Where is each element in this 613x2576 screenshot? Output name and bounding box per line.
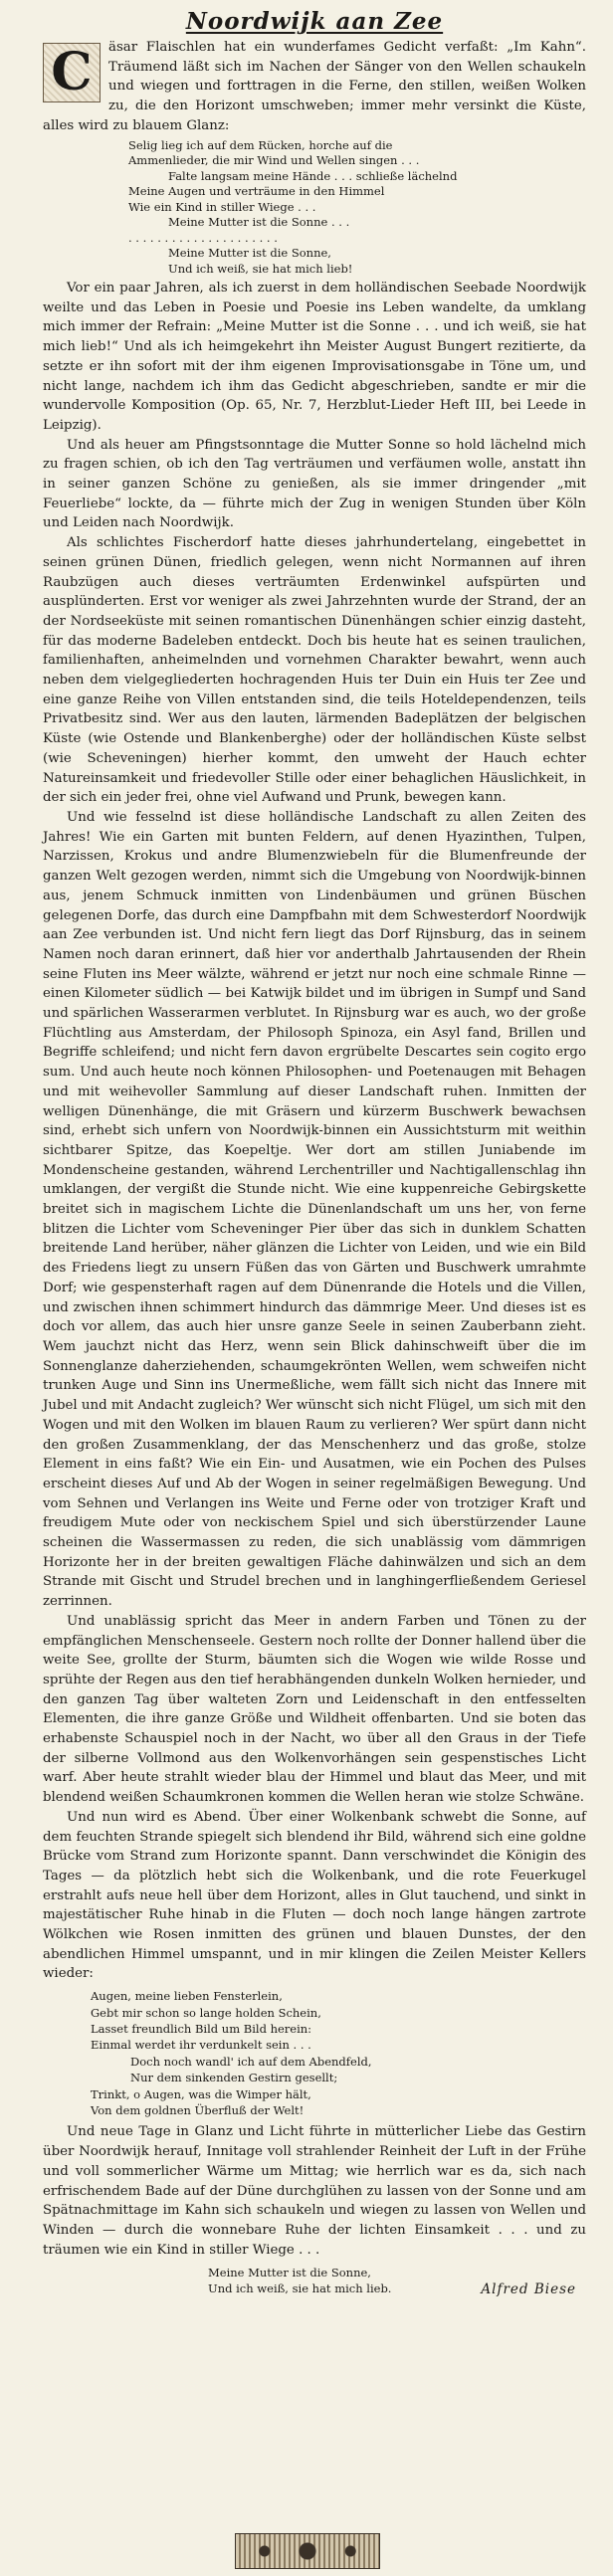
verse-line: Meine Mutter ist die Sonne . . . [168, 215, 350, 230]
keller-poem [91, 1988, 586, 2118]
author-signature: Alfred Biese [481, 2281, 576, 2298]
refrain-line: Und ich weiß, sie hat mich lieb. [208, 2280, 392, 2295]
article-title: Noordwijk aan Zee [185, 8, 444, 35]
poem-excerpt [128, 138, 586, 278]
verse-line: Meine Augen und verträume in den Himmel [128, 184, 385, 199]
verse-line: Falte langsam meine Hände . . . schließe lächelnd [168, 168, 458, 183]
verse-line: Einmal werdet ihr verdunkelt sein . . . [91, 2038, 311, 2053]
verse-line: Und ich weiß, sie hat mich lieb! [168, 261, 353, 276]
paragraph-1-text: äsar Flaischlen hat ein wunderfames Gedicht verfaßt: „Im Kahn“. Träumend läßt sich im Nachen der Sänger von den Wellen schaukeln und wiegen und forttragen in die Ferne, den stillen, weißen Wolken zu, die den Horizont umschweben; immer mehr versinkt die Küste, alles wird zu blauem Glanz: [43, 40, 586, 133]
dropcap-letter: C [51, 42, 93, 103]
paragraph-7: Und nun wird es Abend. Über einer Wolkenbank schwebt die Sonne, auf dem feuchten Strande spiegelt sich blendend ihr Bild, während sich eine goldne Brücke vom Strand zum Horizonte spannt. Dann verschwindet die Königin des Tages — da plötzlich hebt sich die Wolkenbank, und die rote Feuerkugel erstrahlt aufs neue hell über dem Horizont, alles in Glut tauchend, und sinkt in majestätischer Ruhe hinab in die Fluten — doch noch lange hängen zartrote Wölkchen wie Rosen inmitten des grünen und blauen Dunstes, der den abendlichen Himmel umspannt, und in mir klingen die Zeilen Meister Kellers wieder: [43, 1809, 586, 1982]
verse-line: . . . . . . . . . . . . . . . . . . . . . [128, 230, 278, 245]
verse-line: Nur dem sinkenden Gestirn gesellt; [130, 2071, 338, 2085]
verse-line: Doch noch wandl' ich auf dem Abendfeld, [130, 2054, 372, 2069]
verse-line: Meine Mutter ist die Sonne, [168, 246, 331, 261]
paragraph-2: Vor ein paar Jahren, als ich zuerst in dem holländischen Seebade Noordwijk weilte und das Leben in Poesie und Poesie ins Leben wandelte, da umklang mich immer der Refrain: „Meine Mutter ist die Sonne . . . und ich weiß, sie hat mich lieb!“ Und als ich heimgekehrt ihn Meister August Bungert rezitierte, da setzte er ihn sofort mit der ihm eigenen Improvisationsgabe in Töne um, und nicht lange, nachdem ich ihm das Gedicht abgeschrieben, sandte er mir die wundervolle Komposition (Op. 65, Nr. 7, Herzblut-Lieder Heft III, bei Leede in Leipzig). [43, 281, 586, 433]
paragraph-8: Und neue Tage in Glanz und Licht führte in mütterlicher Liebe das Gestirn über Noordwijk herauf, Innitage voll strahlender Reinheit der Luft in der Frühe und voll sommerlicher Wärme um Mittag; wie herrlich war es da, sich nach erfrischendem Bade auf der Düne durchglühen zu lassen von der Sonne und am Spätnachmittage im Kahn sich schaukeln und wiegen zu lassen von Wellen und Winden — durch die wonnebare Ruhe der lichten Einsamkeit . . . und zu träumen wie ein Kind in stiller Wiege . . . [43, 2124, 586, 2258]
paragraph-1 [43, 38, 586, 136]
verse-line: Ammenlieder, die mir Wind und Wellen singen . . . [128, 153, 420, 168]
verse-line: Gebt mir schon so lange holden Schein, [91, 2005, 321, 2020]
verse-line: Wie ein Kind in stiller Wiege . . . [128, 199, 316, 214]
tailpiece-ornament [235, 2533, 380, 2569]
dropcap-ornament [43, 43, 101, 102]
verse-line: Lasset freundlich Bild um Bild herein: [91, 2022, 312, 2036]
paragraph-3: Und als heuer am Pfingstsonntage die Mutter Sonne so hold lächelnd mich zu fragen schien, ob ich den Tag verträumen und verfäumen wolle, anstatt ihn in seiner ganzen Schöne zu genießen, als sie immer dringender „mit Feuerliebe“ lockte, da — führte mich der Zug in wenigen Stunden über Köln und Leiden nach Noordwijk. [43, 437, 586, 531]
refrain-line: Meine Mutter ist die Sonne, [208, 2266, 371, 2280]
article-body [43, 38, 586, 2300]
verse-line: Selig lieg ich auf dem Rücken, horche auf die [128, 137, 393, 152]
paragraph-5: Und wie fesselnd ist diese holländische Landschaft zu allen Zeiten des Jahres! Wie ein Garten mit bunten Feldern, auf denen Hyazinthen, Tulpen, Narzissen, Krokus und andre Blumenzwiebeln für die Blumenfreunde der ganzen Welt gezogen werden, nimmt sich die Umgebung von Noordwijk-binnen aus, jenem Schmuck inmitten von Lindenbäumen und grünen Büschen gelegenen Dorfe, das durch eine Dampfbahn mit dem Schwesterdorf Noordwijk aan Zee verbunden ist. Und nicht fern liegt das Dorf Rijnsburg, das in seinem Namen noch daran erinnert, daß hier vor anderthalb Jahrtausenden der Rhein seine Fluten ins Meer wälzte, während er jetzt nur noch eine schmale Rinne — einen Kilometer südlich — bei Katwijk bildet und im übrigen in Sumpf und Sand und spärlichen Wasserarmen verblutet. In Rijnsburg war es auch, wo der große Flüchtling aus Amsterdam, der Philosoph Spinoza, ein Asyl fand, Brillen und Begriffe schleifend; und nicht fern davon ergrübelte Descartes sein cogito ergo sum. Und auch heute noch können Philosophen- und Poetenaugen mit Behagen und mit weihevoller Sammlung auf dieser Landschaft ruhen. Inmitten der welligen Dünenhänge, die mit Gräsern und kürzerm Buschwerk bewachsen sind, erhebt sich unfern von Noordwijk-binnen ein Aussichtsturm mit weithin sichtbarer Spitze, das Koepeltje. Wer dort am stillen Juniabende im Mondenscheine gestanden, während Lerchentriller und Nachtigallenschlag ihn umklangen, der vergißt die Stunde nicht. Wie eine kuppenreiche Gebirgskette breitet sich in magischem Lichte die Dünenlandschaft um uns her, von ferne blitzen die Lichter vom Scheveninger Pier über das sich in dunklem Schatten breitende Land herüber, näher glänzen die Lichter von Leiden, und wie ein Bild des Friedens liegt zu unsern Füßen das von Gärten und Buschwerk umrahmte Dorf; wie gespensterhaft ragen auf dem Dünenrande die Hotels und die Villen, und zwischen ihnen schimmert hindurch das dämmrige Meer. Und dieses ist es doch vor allem, das auch hier unsre ganze Seele in seinen Zauberbann zieht. Wem jauchzt nicht das Herz, wenn sein Blick dahinschweift über die im Sonnenglanze daherziehenden, schaumgekrönten Wellen, wem schweifen nicht trunken Auge und Sinn ins Unermeßliche, wem fällt sich nicht das Innere mit Jubel und mit Andacht zugleich? Wer wünscht sich nicht Flügel, um sich mit den Wogen und mit den Wolken im blauen Raum zu verlieren? Wer spürt dann nicht den großen Zusammenklang, der das Menschenherz und das große, stolze Element in eins faßt? Wie ein Ein- und Ausatmen, wie ein Pochen des Pulses erscheint dieses Auf und Ab der Wogen in seiner regelmäßigen Bewegung. Und vom Sehnen und Verlangen ins Weite und Ferne oder von trotziger Kraft und freudigem Mute oder von neckischem Spiel und sich überstürzender Laune scheinen die Wassermassen zu reden, die sich unablässig vom dämmrigen Horizonte her in der breiten gewaltigen Fläche dahinwälzen und sich an dem Strande mit Gischt und Strudel brechen und in langhingerfließendem Geriesel zerrinnen. [43, 810, 586, 1610]
paragraph-6: Und unablässig spricht das Meer in andern Farben und Tönen zu der empfänglichen Menschenseele. Gestern noch rollte der Donner hallend über die weite See, grollte der Sturm, bäumten sich die Wogen wie wilde Rosse und sprühte der Regen aus den tief herabhängenden dunkeln Wolken hernieder, und den ganzen Tag über walteten Zorn und Leidenschaft in den entfesselten Elementen, die ihre ganze Größe und Wildheit offenbarten. Und sie boten das erhabenste Schauspiel noch in der Nacht, wo über all den Graus in der Tiefe der silberne Vollmond aus den Wolkenvorhängen sein gespenstisches Licht warf. Aber heute strahlt wieder blau der Himmel und blaut das Meer, und mit blendend weißen Schaumkronen kommen die Wellen heran wie stolze Schwäne. [43, 1613, 586, 1806]
verse-line: Von dem goldnen Überfluß der Welt! [91, 2103, 305, 2118]
paragraph-4: Als schlichtes Fischerdorf hatte dieses jahrhundertelang, eingebettet in seinen grünen Dünen, friedlich gelegen, wenn nicht Normannen auf ihren Raubzügen auch dieses verträumten Erdenwinkel aufspürten und ausplünderten. Erst vor weniger als zwei Jahrzehnten wurde der Strand, der an der Nordseeküste mit seinen romantischen Dünenhängen schier einzig dasteht, für das moderne Badeleben entdeckt. Doch bis heute hat es seinen traulichen, familienhaften, anheimelnden und vornehmen Charakter bewahrt, wenn auch neben dem vielgegliederten hochragenden Huis ter Duin ein Huis ter Zee und eine ganze Reihe von Villen entstanden sind, die teils Hoteldependenzen, teils Privatbesitz sind. Wer aus den lauten, lärmenden Badeplätzen der belgischen Küste (wie Ostende und Blankenberghe) oder der holländischen Küste selbst (wie Scheveningen) hierher kommt, den umweht der Hauch echter Natureinsamkeit und friedevoller Stille oder einer behaglichen Häuslichkeit, in der sich ein jeder frei, ohne viel Aufwand und Prunk, bewegen kann. [43, 535, 586, 806]
verse-line: Augen, meine lieben Fensterlein, [91, 1989, 283, 2004]
verse-line: Trinkt, o Augen, was die Wimper hält, [91, 2086, 311, 2101]
